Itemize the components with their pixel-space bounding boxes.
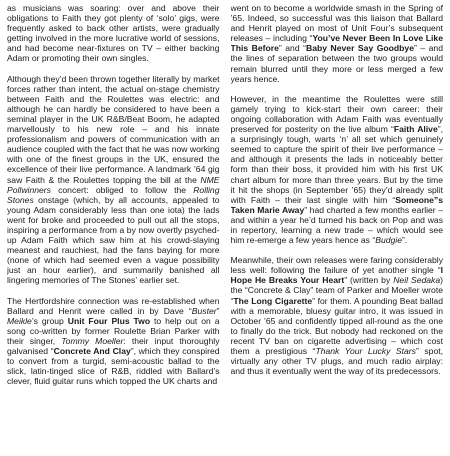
text-run: ” had charted a few months earlier – and within a year he’d turned his back on Pop and was in repertory, learning a new trade – which would see him re-emerge a few years hence as “ — [230, 204, 443, 246]
text-run: went on to become a worldwide smash in the Spring of ’65. Indeed, so successful was this liaison that Ballard and Henrit played on most of Unit Four’s subsequent releases – including “ — [230, 3, 443, 44]
paragraph — [7, 3, 220, 64]
left-column — [7, 3, 220, 456]
text-run: ” (written by — [344, 275, 394, 286]
bold-text: You’ve Never Been In Love Like This Before — [230, 33, 443, 54]
text-run: ” spot, virtually any other TV plugs, and much radio airplay: and thus it eventually went the way of its predecessors. — [230, 346, 443, 377]
text-run: ” – and the lines of separation between the two groups would remain blurred until they more or less merged a few years hence. — [230, 43, 443, 84]
text-run: ’s group — [31, 315, 68, 326]
right-column — [231, 3, 444, 456]
text-run: ” and “ — [278, 43, 306, 54]
text-run: ”, a surprisingly tough, warts ‘n’ all set which genuinely seemed to capture the spirit of their live performance – and although it presents the lads in noticeably better form than their boss, it provided him with his first UK chart album for more than three years. But by the time it hit the shops (in September ’65) they’d already split with Faith – their last single with him “ — [230, 124, 443, 205]
text-run: ”. — [402, 235, 408, 246]
italic-text: Neil Sedaka — [393, 275, 441, 286]
italic-text: Meikle — [7, 315, 32, 326]
italic-text: Thank Your Lucky Stars — [315, 346, 416, 356]
italic-text: Budgie — [375, 235, 402, 246]
italic-text: Rolling Stones — [7, 184, 220, 205]
bold-text: Baby Never Say Goodbye — [306, 43, 414, 54]
text-run: : their input thoroughly galvanised “ — [7, 335, 220, 356]
text-run: Meanwhile, their own releases were faring considerably less well: following the failure of yet another single “ — [230, 255, 443, 276]
text-run: The Hertfordshire connection was re-established when Ballard and Henrit were called in by Dave “ — [7, 295, 220, 316]
text-run: concert: obliged to follow the — [50, 184, 194, 195]
bold-text: Someone”s Taken Marie Away — [230, 194, 443, 215]
italic-text: NME Pollwinners — [7, 174, 220, 195]
text-run: ” — [216, 305, 220, 316]
bold-text: Unit Four Plus Two — [67, 315, 151, 326]
bold-text: I Hope He Breaks Your Heart — [230, 265, 443, 286]
text-run: ” for them. A pounding Beat ballad with a memorable, bluesy guitar intro, it was issued in October ’65 and confidently tipped all-round as the one to finally do the trick. But nobody had reckoned on the recent TV ban on cigarette advertising – which cost them a prestigious “ — [230, 295, 443, 356]
text-run: onstage (which, by all accounts, appealed to young Adam considerably less than one iota) the lads went for broke and proceeded to pull out all the stops, inspiring a performance from a by now overtly psyched-up Adam Faith which saw him at his crowd-slaying meanest and rauchiest, had the fans baying for more (none of which had seemed even a vague possibility just an hour earlier), and summarily banished all lingering memories of The Stones’ earlier set. — [7, 194, 220, 286]
paragraph — [7, 296, 220, 387]
text-run: Although they’d been thrown together literally by market forces rather than intent, the actual on-stage chemistry between Faith and the Roulettes was electric: and although he can hardly be considered to have been a seminal player in the UK R&B/Beat Boom, he adapted marvellously to his new role – and his innate professionalism and powers of communication with an audience coupled with the fact that he was now working with one of the finest groups in the UK, ensured the excellence of their live performance. A landmark ’64 gig saw Faith & the Roulettes topping the bill at the — [7, 73, 220, 185]
text-run: ) the “Concrete & Clay” team of Parker and Moeller wrote “ — [230, 275, 443, 306]
italic-text: Tommy Moeller — [61, 335, 124, 346]
text-run: as musicians was soaring: over and above their obligations to Faith they got plenty of ‘solo’ gigs, were frequently asked to back other artists, were gradually getting involved in the more lucrative world of sessions, and had become near-fixtures on TV – either backing Adam or promoting their own singles. — [7, 3, 220, 64]
paragraph — [7, 74, 220, 286]
text-run: However, in the meantime the Roulettes were still gamely trying to kick-start their own career: their ongoing collaboration with Adam Faith was eventually preserved for posterity on the live album “ — [230, 93, 443, 135]
bold-text: The Long Cigarette — [233, 295, 313, 306]
text-run: to help out on a song co-written by former Roulette Brian Parker with their singer, — [7, 315, 220, 346]
paragraph — [231, 94, 444, 245]
bold-text: Concrete And Clay — [53, 346, 131, 356]
paragraph — [231, 3, 444, 84]
italic-text: Buster — [191, 305, 217, 316]
paragraph — [231, 255, 444, 376]
text-run: ”, which they conspired to convert from a turgid, semi-acoustic ballad to the slick, latin-tinged slice of R&B, riddled with Ballard’s clever, fluid guitar runs which topped the UK charts and — [7, 346, 220, 387]
bold-text: Faith Alive — [393, 124, 438, 135]
